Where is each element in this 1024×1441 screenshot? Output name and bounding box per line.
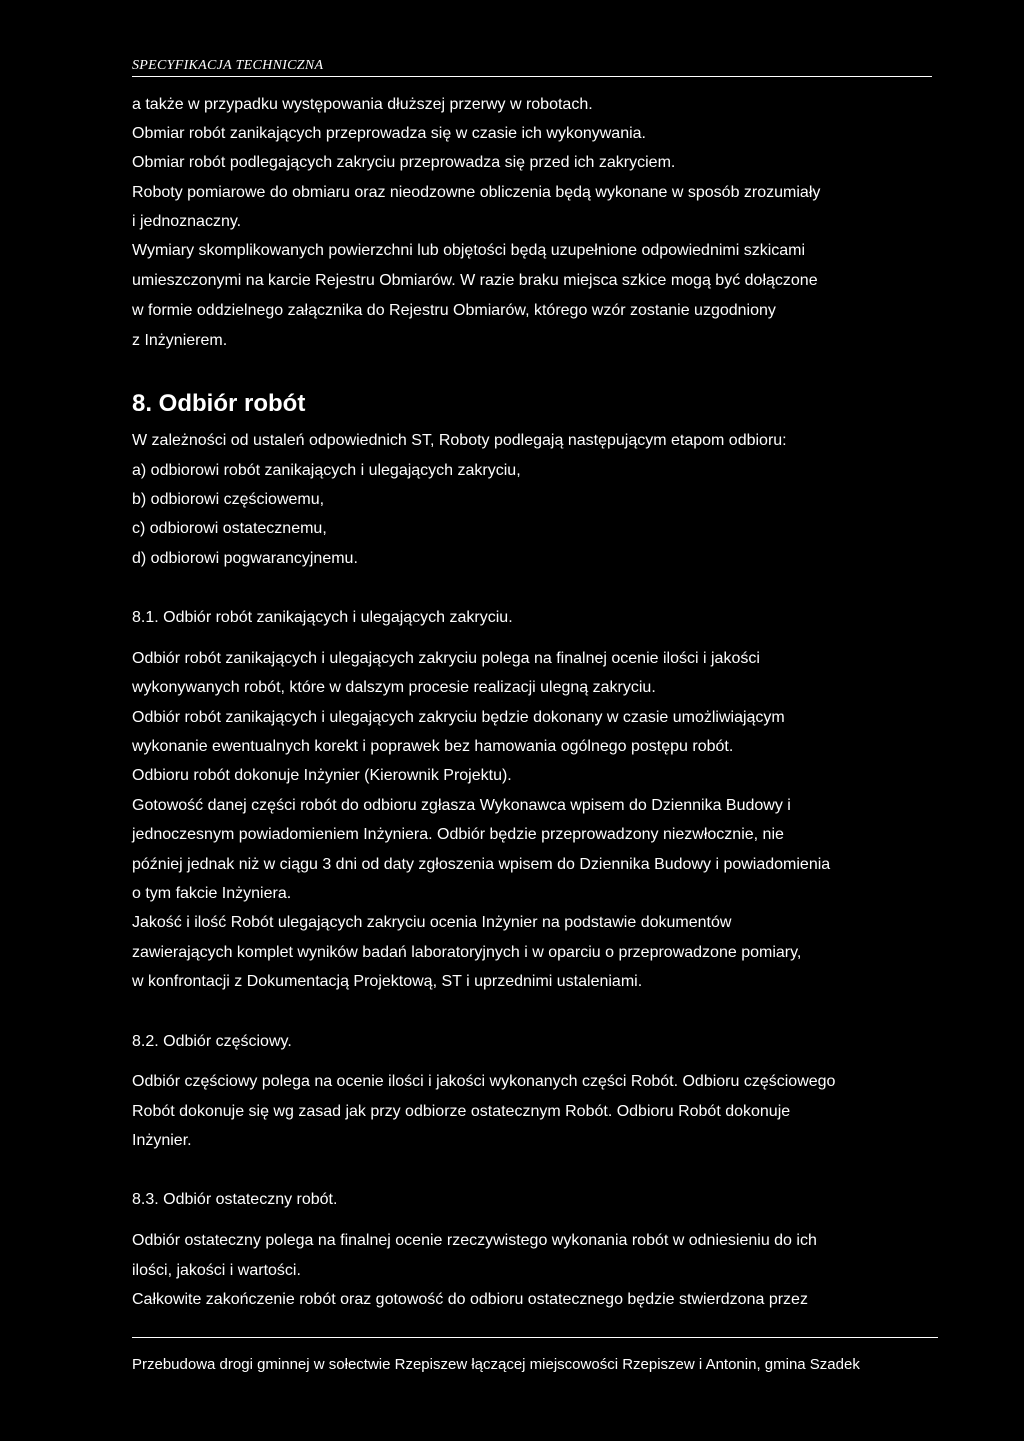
text-line: z Inżynierem.	[132, 332, 228, 349]
list-item: d) odbiorowi pogwarancyjnemu.	[132, 550, 358, 567]
footer-rule	[132, 1337, 938, 1338]
header-rule	[132, 76, 932, 77]
text-line: później jednak niż w ciągu 3 dni od daty zgłoszenia wpisem do Dziennika Budowy i powiadomienia	[132, 856, 831, 873]
list-item: c) odbiorowi ostatecznemu,	[132, 520, 327, 537]
text-line: Odbiór ostateczny polega na finalnej ocenie rzeczywistego wykonania robót w odniesieniu do ich	[132, 1232, 817, 1249]
text-line: W zależności od ustaleń odpowiednich ST, Roboty podlegają następującym etapom odbioru:	[132, 432, 787, 449]
text-line: Obmiar robót podlegających zakryciu przeprowadza się przed ich zakryciem.	[132, 154, 676, 171]
subsection-heading: 8.2. Odbiór częściowy.	[132, 1033, 292, 1050]
list-item: a) odbiorowi robót zanikających i ulegających zakryciu,	[132, 462, 521, 479]
text-line: Inżynier.	[132, 1132, 192, 1149]
text-line: i jednoznaczny.	[132, 213, 242, 230]
text-line: Obmiar robót zanikających przeprowadza się w czasie ich wykonywania.	[132, 125, 646, 142]
running-footer: Przebudowa drogi gminnej w sołectwie Rzepiszew łączącej miejscowości Rzepiszew i Antonin, gmina Szadek	[132, 1356, 860, 1373]
text-line: zawierających komplet wyników badań laboratoryjnych i w oparciu o przeprowadzone pomiary,	[132, 944, 802, 961]
text-line: umieszczonymi na karcie Rejestru Obmiarów. W razie braku miejsca szkice mogą być dołączone	[132, 272, 818, 289]
text-line: Robót dokonuje się wg zasad jak przy odbiorze ostatecznym Robót. Odbioru Robót dokonuje	[132, 1103, 791, 1120]
running-header: SPECYFIKACJA TECHNICZNA	[132, 58, 324, 73]
subsection-heading: 8.3. Odbiór ostateczny robót.	[132, 1191, 338, 1208]
text-line: Jakość i ilość Robót ulegających zakryciu ocenia Inżynier na podstawie dokumentów	[132, 914, 732, 931]
text-line: jednoczesnym powiadomieniem Inżyniera. Odbiór będzie przeprowadzony niezwłocznie, nie	[132, 826, 784, 843]
text-line: Odbioru robót dokonuje Inżynier (Kierownik Projektu).	[132, 767, 512, 784]
text-line: a także w przypadku występowania dłuższej przerwy w robotach.	[132, 96, 593, 113]
text-line: ilości, jakości i wartości.	[132, 1262, 301, 1279]
text-line: Roboty pomiarowe do obmiaru oraz nieodzowne obliczenia będą wykonane w sposób zrozumiały	[132, 184, 821, 201]
text-line: Wymiary skomplikowanych powierzchni lub objętości będą uzupełnione odpowiednimi szkicami	[132, 242, 806, 259]
subsection-heading: 8.1. Odbiór robót zanikających i ulegających zakryciu.	[132, 609, 513, 626]
text-line: Całkowite zakończenie robót oraz gotowość do odbioru ostatecznego będzie stwierdzona przez	[132, 1291, 808, 1308]
text-line: o tym fakcie Inżyniera.	[132, 885, 292, 902]
text-line: wykonywanych robót, które w dalszym procesie realizacji ulegną zakryciu.	[132, 679, 656, 696]
section-heading: 8. Odbiór robót	[132, 390, 306, 417]
text-line: Odbiór robót zanikających i ulegających zakryciu będzie dokonany w czasie umożliwiającym	[132, 709, 785, 726]
text-line: Odbiór robót zanikających i ulegających zakryciu polega na finalnej ocenie ilości i jakości	[132, 650, 760, 667]
text-line: w formie oddzielnego załącznika do Rejestru Obmiarów, którego wzór zostanie uzgodniony	[132, 302, 776, 319]
text-line: wykonanie ewentualnych korekt i poprawek bez hamowania ogólnego postępu robót.	[132, 738, 734, 755]
text-line: Odbiór częściowy polega na ocenie ilości i jakości wykonanych części Robót. Odbioru częściowego	[132, 1073, 836, 1090]
text-line: w konfrontacji z Dokumentacją Projektową, ST i uprzednimi ustaleniami.	[132, 973, 643, 990]
list-item: b) odbiorowi częściowemu,	[132, 491, 325, 508]
text-line: Gotowość danej części robót do odbioru zgłasza Wykonawca wpisem do Dziennika Budowy i	[132, 797, 791, 814]
